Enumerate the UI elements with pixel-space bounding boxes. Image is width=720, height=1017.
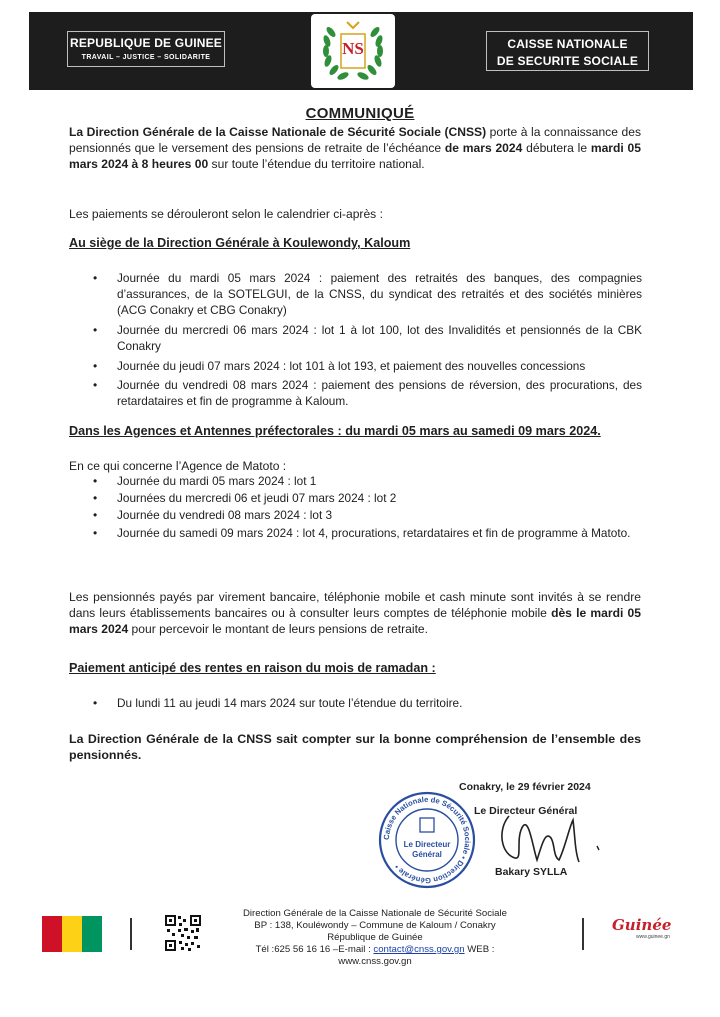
cnss-name xyxy=(487,36,648,70)
footer-phone: Tél :625 56 16 16 –E-mail : xyxy=(255,944,374,955)
republic-box xyxy=(67,31,225,67)
footer-line-2: BP : 138, Kouléwondy – Commune de Kaloum / Conakry République de Guinée xyxy=(254,920,496,943)
list-item: Journées du mercredi 06 et jeudi 07 mars 2024 : lot 2 xyxy=(117,491,397,505)
virement-text-2: pour percevoir le montant de leurs pensions de retraite. xyxy=(128,622,429,636)
list-item: Journée du jeudi 07 mars 2024 : lot 101 à lot 193, et paiement des nouvelles concessions xyxy=(117,359,586,373)
closing-paragraph: La Direction Générale de la CNSS sait compter sur la bonne compréhension de l’ensemble des pensionnés. xyxy=(69,732,641,762)
section-ramadan-title: Paiement anticipé des rentes en raison du mois de ramadan xyxy=(69,661,429,675)
page-title: COMMUNIQUÉ xyxy=(305,105,415,122)
intro-paragraph xyxy=(69,124,641,172)
footer-line-3 xyxy=(230,944,520,968)
stamp-ring-text: Caisse Nationale de Sécurité Sociale • Direction Générale • xyxy=(381,794,473,886)
republic-motto: TRAVAIL – JUSTICE – SOLIDARITE xyxy=(81,54,211,61)
footer-divider xyxy=(130,918,132,950)
footer-line-1: Direction Générale de la Caisse Nationale de Sécurité Sociale xyxy=(243,908,507,919)
list-item: Journée du mercredi 06 mars 2024 : lot 1 à lot 100, lot des Invalidités et pensionnés de la CBK Conakry xyxy=(117,323,642,353)
guinee-brand-name: Guinée xyxy=(612,916,672,934)
stamp-center-2: Général xyxy=(412,850,442,859)
guinea-flag-icon xyxy=(42,916,102,952)
bullet: • xyxy=(93,378,98,392)
document-header xyxy=(29,12,693,90)
signature-date: Conakry, le 29 février 2024 xyxy=(459,781,591,793)
section-agences-heading xyxy=(69,424,601,438)
virement-paragraph xyxy=(69,589,641,637)
intro-bold-org: La Direction Générale de la Caisse Nationale de Sécurité Sociale (CNSS) xyxy=(69,125,487,139)
list-item: Journée du vendredi 08 mars 2024 : paiement des pensions de réversion, des procurations, des retardataires et fin de programme à Kaloum. xyxy=(117,378,642,408)
section-siege-heading: Au siège de la Direction Générale à Koulewondy, Kaloum xyxy=(69,236,411,250)
official-stamp-icon xyxy=(377,790,477,890)
list-item: Journée du mardi 05 mars 2024 : paiement des retraités des banques, des compagnies d’assurances, de la SOTELGUI, de la CNSS, du syndicat des retraités et des sociétés minières (ACG Conakry et CBG Conakry) xyxy=(117,271,642,317)
bullet: • xyxy=(93,526,98,540)
section-ramadan-colon: : xyxy=(428,661,436,675)
section-ramadan-heading xyxy=(69,661,436,675)
qr-code-icon xyxy=(164,914,202,952)
bullet: • xyxy=(93,508,98,522)
footer-divider xyxy=(582,918,584,950)
signatory-name: Bakary SYLLA xyxy=(495,866,568,878)
intro-text-3: sur toute l’étendue du territoire national. xyxy=(208,157,425,171)
intro-bold-echeance: de mars 2024 xyxy=(444,141,523,155)
virement-text-1: Les pensionnés payés par virement bancaire, téléphonie mobile et cash minute sont invités à se rendre dans leurs établissements bancaires ou à consulter leurs comptes de téléphonie mobile xyxy=(69,590,641,620)
handwritten-signature-icon xyxy=(493,808,603,873)
intro-text-2: débutera le xyxy=(522,141,591,155)
bullet: • xyxy=(93,474,98,488)
list-item: Du lundi 11 au jeudi 14 mars 2024 sur toute l’étendue du territoire. xyxy=(117,696,463,710)
republic-title: REPUBLIQUE DE GUINEE xyxy=(69,36,223,50)
intro-text-1: porte à la connaissance des pensionnés que le versement des pensions de retraite de l’échéance xyxy=(69,125,641,155)
cnss-name-line2: DE SECURITE SOCIALE xyxy=(496,54,639,68)
cnss-name-line1: CAISSE NATIONALE xyxy=(507,37,628,51)
guinee-brand-url: www.guinee.gn xyxy=(636,934,670,940)
footer-email-link[interactable]: contact@cnss.gov.gn xyxy=(373,944,465,955)
matoto-intro: En ce qui concerne l’Agence de Matoto : xyxy=(69,459,287,473)
calendar-intro: Les paiements se dérouleront selon le calendrier ci-après : xyxy=(69,207,383,221)
logo-letters: NS xyxy=(342,39,364,58)
bullet: • xyxy=(93,491,98,505)
list-item: Journée du mardi 05 mars 2024 : lot 1 xyxy=(117,474,317,488)
section-agences-title: Dans les Agences et Antennes préfectorales xyxy=(69,424,335,438)
stamp-center-1: Le Directeur xyxy=(403,840,451,849)
guinee-brand-logo xyxy=(612,916,682,952)
section-agences-dates: : du mardi 05 mars au samedi 09 mars 2024. xyxy=(334,424,601,438)
footer-address xyxy=(230,908,520,968)
cnss-logo xyxy=(311,14,395,88)
footer-web: WEB : www.cnss.gov.gn xyxy=(338,944,495,967)
bullet: • xyxy=(93,359,98,373)
intro-bold-date: mardi 05 mars 2024 à 8 heures 00 xyxy=(69,141,641,171)
bullet: • xyxy=(93,696,98,710)
list-item: Journée du samedi 09 mars 2024 : lot 4, procurations, retardataires et fin de programme à Matoto. xyxy=(117,526,631,540)
cnss-box xyxy=(486,31,649,71)
bullet: • xyxy=(93,323,98,337)
bullet: • xyxy=(93,271,98,285)
list-item: Journée du vendredi 08 mars 2024 : lot 3 xyxy=(117,508,333,522)
signature-role: Le Directeur Général xyxy=(474,805,578,817)
virement-bold-date: dès le mardi 05 mars 2024 xyxy=(69,606,641,636)
